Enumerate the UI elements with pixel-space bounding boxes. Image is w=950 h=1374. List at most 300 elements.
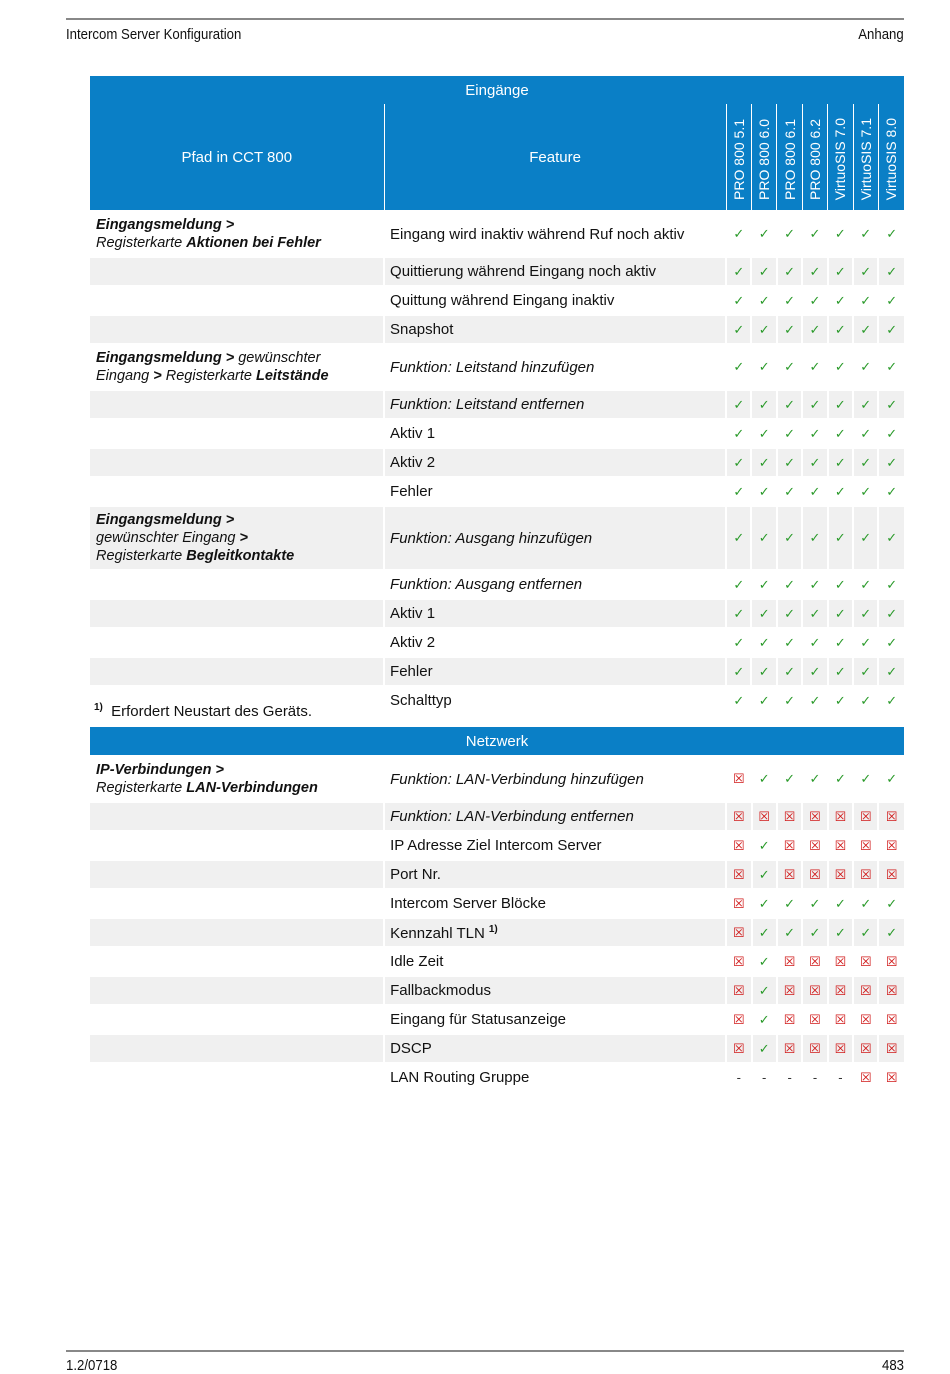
check-icon: ✓ <box>726 477 751 506</box>
path-segment: Eingangsmeldung > <box>96 512 235 528</box>
path-cell <box>90 860 384 889</box>
cross-box-icon: ☒ <box>777 860 802 889</box>
table-row <box>90 211 904 257</box>
check-icon: ✓ <box>726 686 751 714</box>
check-icon: ✓ <box>777 686 802 714</box>
feature-cell <box>384 448 726 477</box>
cross-box-icon: ☒ <box>878 1034 904 1063</box>
table-row <box>90 506 904 570</box>
check-icon: ✓ <box>752 976 777 1005</box>
check-icon: ✓ <box>828 448 853 477</box>
table-row <box>90 802 904 831</box>
path-cell <box>90 657 384 686</box>
footnote-mark: 1) <box>94 702 103 713</box>
feature-cell <box>384 211 726 257</box>
check-icon: ✓ <box>777 628 802 657</box>
path-segment: IP-Verbindungen > <box>96 762 224 778</box>
table-row <box>90 976 904 1005</box>
cross-box-icon: ☒ <box>726 918 751 947</box>
feature-label: Funktion: Ausgang entfernen <box>390 576 583 593</box>
feature-label: Aktiv 2 <box>390 634 436 651</box>
check-icon: ✓ <box>752 1034 777 1063</box>
cross-box-icon: ☒ <box>726 947 751 976</box>
not-applicable-mark: - <box>726 1063 751 1091</box>
cross-box-icon: ☒ <box>802 802 827 831</box>
cross-box-icon: ☒ <box>878 947 904 976</box>
feature-label: Snapshot <box>390 321 454 338</box>
check-icon: ✓ <box>853 390 878 419</box>
cross-box-icon: ☒ <box>802 976 827 1005</box>
cross-box-icon: ☒ <box>726 860 751 889</box>
check-icon: ✓ <box>878 286 904 315</box>
check-icon: ✓ <box>878 889 904 918</box>
path-cell <box>90 344 384 390</box>
feature-cell <box>384 257 726 286</box>
cross-box-icon: ☒ <box>828 802 853 831</box>
not-applicable-mark: - <box>828 1063 853 1091</box>
cross-box-icon: ☒ <box>802 860 827 889</box>
check-icon: ✓ <box>726 344 751 390</box>
check-icon: ✓ <box>828 211 853 257</box>
table-row <box>90 315 904 344</box>
check-icon: ✓ <box>777 756 802 802</box>
cross-box-icon: ☒ <box>726 756 751 802</box>
check-icon: ✓ <box>752 831 777 860</box>
cross-box-icon: ☒ <box>828 1005 853 1034</box>
feature-cell <box>384 1034 726 1063</box>
check-icon: ✓ <box>777 315 802 344</box>
feature-label: Funktion: LAN-Verbindung hinzufügen <box>390 770 644 788</box>
path-cell <box>90 390 384 419</box>
path-cell <box>90 211 384 257</box>
check-icon: ✓ <box>726 570 751 599</box>
page-footer <box>66 1350 904 1374</box>
check-icon: ✓ <box>777 257 802 286</box>
feature-cell <box>384 1063 726 1091</box>
check-icon: ✓ <box>751 628 776 657</box>
feature-label: Funktion: Leitstand hinzufügen <box>390 358 595 376</box>
feature-label: Intercom Server Blöcke <box>390 895 546 912</box>
cross-box-icon: ☒ <box>802 831 827 860</box>
check-icon: ✓ <box>751 419 776 448</box>
table-row <box>90 257 904 286</box>
check-icon: ✓ <box>878 686 904 714</box>
check-icon: ✓ <box>802 315 827 344</box>
feature-cell <box>384 628 726 657</box>
footnote-ref: 1) <box>488 923 498 935</box>
feature-cell <box>384 976 726 1005</box>
feature-label: Aktiv 1 <box>390 605 436 622</box>
check-icon: ✓ <box>726 506 751 570</box>
version-header: VirtuoSIS 7.0 <box>828 104 853 211</box>
check-icon: ✓ <box>777 344 802 390</box>
feature-cell <box>384 918 726 947</box>
table-row <box>90 918 904 947</box>
check-icon: ✓ <box>853 570 878 599</box>
check-icon: ✓ <box>752 756 777 802</box>
check-icon: ✓ <box>802 918 827 947</box>
check-icon: ✓ <box>777 570 802 599</box>
path-cell <box>90 802 384 831</box>
not-applicable-mark: - <box>802 1063 827 1091</box>
table-row <box>90 1063 904 1091</box>
feature-cell <box>384 802 726 831</box>
cross-box-icon: ☒ <box>802 1034 827 1063</box>
header-section: Anhang <box>858 26 904 43</box>
feature-cell <box>384 390 726 419</box>
check-icon: ✓ <box>802 257 827 286</box>
cross-box-icon: ☒ <box>828 947 853 976</box>
check-icon: ✓ <box>853 918 878 947</box>
cross-box-icon: ☒ <box>726 802 751 831</box>
version-header: PRO 800 6.2 <box>802 104 827 211</box>
not-applicable-mark: - <box>777 1063 802 1091</box>
cross-box-icon: ☒ <box>752 802 777 831</box>
path-segment: Begleitkontakte <box>186 548 295 564</box>
table-row <box>90 286 904 315</box>
path-cell <box>90 628 384 657</box>
footnote <box>94 702 312 720</box>
check-icon: ✓ <box>802 506 827 570</box>
check-icon: ✓ <box>878 477 904 506</box>
check-icon: ✓ <box>853 257 878 286</box>
check-icon: ✓ <box>828 419 853 448</box>
netzwerk-title: Netzwerk <box>90 727 904 756</box>
check-icon: ✓ <box>853 889 878 918</box>
footnote-text: Erfordert Neustart des Geräts. <box>111 703 312 720</box>
check-icon: ✓ <box>878 344 904 390</box>
path-cell <box>90 257 384 286</box>
check-icon: ✓ <box>777 211 802 257</box>
table-row <box>90 477 904 506</box>
check-icon: ✓ <box>777 390 802 419</box>
feature-label: Idle Zeit <box>390 953 444 970</box>
check-icon: ✓ <box>802 419 827 448</box>
check-icon: ✓ <box>878 506 904 570</box>
version-header: PRO 800 6.0 <box>751 104 776 211</box>
check-icon: ✓ <box>752 918 777 947</box>
path-column-header: Pfad in CCT 800 <box>90 104 384 211</box>
version-header: VirtuoSIS 8.0 <box>878 104 904 211</box>
check-icon: ✓ <box>802 756 827 802</box>
path-segment: Registerkarte <box>161 368 257 384</box>
check-icon: ✓ <box>853 477 878 506</box>
version-header: VirtuoSIS 7.1 <box>853 104 878 211</box>
cross-box-icon: ☒ <box>853 1005 878 1034</box>
feature-label: Eingang für Statusanzeige <box>390 1011 567 1028</box>
feature-label: Funktion: LAN-Verbindung entfernen <box>390 808 634 825</box>
path-segment: Eingang <box>96 368 154 384</box>
table-row <box>90 889 904 918</box>
cross-box-icon: ☒ <box>726 1005 751 1034</box>
feature-label: Kennzahl TLN <box>390 924 485 942</box>
check-icon: ✓ <box>853 599 878 628</box>
path-segment: gewünschter <box>234 350 321 366</box>
cross-box-icon: ☒ <box>777 831 802 860</box>
path-cell <box>90 477 384 506</box>
header-title: Intercom Server Konfiguration <box>66 26 242 43</box>
feature-label: Eingang wird inaktiv während Ruf noch aktiv <box>390 225 685 243</box>
feature-label: Aktiv 1 <box>390 425 436 442</box>
path-segment: LAN-Verbindungen <box>186 780 318 796</box>
check-icon: ✓ <box>853 506 878 570</box>
check-icon: ✓ <box>802 344 827 390</box>
check-icon: ✓ <box>878 657 904 686</box>
netzwerk-body <box>90 756 904 1091</box>
feature-label: Fallbackmodus <box>390 982 491 999</box>
eingaenge-body <box>90 211 904 714</box>
cross-box-icon: ☒ <box>726 976 751 1005</box>
check-icon: ✓ <box>777 506 802 570</box>
cross-box-icon: ☒ <box>726 1034 751 1063</box>
feature-cell <box>384 570 726 599</box>
table-row <box>90 570 904 599</box>
cross-box-icon: ☒ <box>777 802 802 831</box>
table-row <box>90 419 904 448</box>
path-cell <box>90 1063 384 1091</box>
check-icon: ✓ <box>828 506 853 570</box>
check-icon: ✓ <box>853 315 878 344</box>
netzwerk-table <box>90 727 904 1091</box>
check-icon: ✓ <box>828 756 853 802</box>
path-segment: Registerkarte <box>96 235 187 251</box>
feature-label: DSCP <box>390 1040 432 1057</box>
check-icon: ✓ <box>726 257 751 286</box>
check-icon: ✓ <box>802 686 827 714</box>
table-row <box>90 1005 904 1034</box>
check-icon: ✓ <box>751 570 776 599</box>
feature-cell <box>384 315 726 344</box>
check-icon: ✓ <box>777 599 802 628</box>
cross-box-icon: ☒ <box>878 976 904 1005</box>
check-icon: ✓ <box>802 657 827 686</box>
check-icon: ✓ <box>878 315 904 344</box>
check-icon: ✓ <box>777 918 802 947</box>
check-icon: ✓ <box>878 570 904 599</box>
check-icon: ✓ <box>878 448 904 477</box>
path-cell <box>90 756 384 802</box>
check-icon: ✓ <box>751 315 776 344</box>
path-segment: > <box>153 368 162 384</box>
check-icon: ✓ <box>853 448 878 477</box>
page-header <box>66 18 904 43</box>
check-icon: ✓ <box>751 211 776 257</box>
cross-box-icon: ☒ <box>878 860 904 889</box>
feature-label: Schalttyp <box>390 692 452 709</box>
path-segment: Leitstände <box>256 368 329 384</box>
check-icon: ✓ <box>752 860 777 889</box>
cross-box-icon: ☒ <box>878 1005 904 1034</box>
cross-box-icon: ☒ <box>828 831 853 860</box>
cross-box-icon: ☒ <box>853 976 878 1005</box>
feature-cell <box>384 1005 726 1034</box>
cross-box-icon: ☒ <box>802 1005 827 1034</box>
feature-label: IP Adresse Ziel Intercom Server <box>390 837 602 854</box>
cross-box-icon: ☒ <box>828 860 853 889</box>
check-icon: ✓ <box>878 419 904 448</box>
table-row <box>90 756 904 802</box>
cross-box-icon: ☒ <box>878 802 904 831</box>
feature-cell <box>384 344 726 390</box>
feature-cell <box>384 860 726 889</box>
check-icon: ✓ <box>751 506 776 570</box>
check-icon: ✓ <box>802 477 827 506</box>
check-icon: ✓ <box>828 390 853 419</box>
cross-box-icon: ☒ <box>828 1034 853 1063</box>
check-icon: ✓ <box>853 419 878 448</box>
path-segment: Aktionen bei Fehler <box>186 235 321 251</box>
table-row <box>90 831 904 860</box>
check-icon: ✓ <box>853 686 878 714</box>
check-icon: ✓ <box>751 448 776 477</box>
check-icon: ✓ <box>828 686 853 714</box>
check-icon: ✓ <box>878 599 904 628</box>
table-row <box>90 448 904 477</box>
path-cell <box>90 315 384 344</box>
path-cell <box>90 506 384 570</box>
not-applicable-mark: - <box>752 1063 777 1091</box>
feature-label: Fehler <box>390 483 433 500</box>
check-icon: ✓ <box>828 628 853 657</box>
check-icon: ✓ <box>828 599 853 628</box>
cross-box-icon: ☒ <box>828 976 853 1005</box>
eingaenge-table <box>90 76 904 714</box>
feature-label: Quittierung während Eingang noch aktiv <box>390 263 657 280</box>
table-row <box>90 599 904 628</box>
path-cell <box>90 947 384 976</box>
path-cell <box>90 1034 384 1063</box>
check-icon: ✓ <box>777 286 802 315</box>
cross-box-icon: ☒ <box>777 1034 802 1063</box>
path-cell <box>90 976 384 1005</box>
table-row <box>90 344 904 390</box>
feature-cell <box>384 477 726 506</box>
check-icon: ✓ <box>828 344 853 390</box>
check-icon: ✓ <box>726 286 751 315</box>
feature-cell <box>384 889 726 918</box>
feature-label: Quittung während Eingang inaktiv <box>390 292 615 309</box>
check-icon: ✓ <box>751 686 776 714</box>
feature-cell <box>384 419 726 448</box>
path-cell <box>90 286 384 315</box>
check-icon: ✓ <box>751 390 776 419</box>
table-row <box>90 860 904 889</box>
path-cell <box>90 599 384 628</box>
feature-cell <box>384 657 726 686</box>
table-row <box>90 1034 904 1063</box>
check-icon: ✓ <box>802 211 827 257</box>
path-segment: Eingangsmeldung > <box>96 350 235 366</box>
feature-cell <box>384 286 726 315</box>
check-icon: ✓ <box>853 628 878 657</box>
cross-box-icon: ☒ <box>878 1063 904 1091</box>
feature-cell <box>384 599 726 628</box>
path-cell <box>90 570 384 599</box>
check-icon: ✓ <box>878 628 904 657</box>
check-icon: ✓ <box>828 657 853 686</box>
cross-box-icon: ☒ <box>726 831 751 860</box>
check-icon: ✓ <box>726 628 751 657</box>
check-icon: ✓ <box>878 390 904 419</box>
path-cell <box>90 1005 384 1034</box>
feature-label: Port Nr. <box>390 866 441 883</box>
table-row <box>90 657 904 686</box>
cross-box-icon: ☒ <box>853 802 878 831</box>
check-icon: ✓ <box>777 657 802 686</box>
cross-box-icon: ☒ <box>853 947 878 976</box>
path-cell <box>90 831 384 860</box>
check-icon: ✓ <box>751 286 776 315</box>
path-cell <box>90 918 384 947</box>
check-icon: ✓ <box>828 889 853 918</box>
check-icon: ✓ <box>802 628 827 657</box>
path-cell <box>90 419 384 448</box>
check-icon: ✓ <box>726 211 751 257</box>
path-segment: gewünschter Eingang <box>96 530 240 546</box>
check-icon: ✓ <box>751 657 776 686</box>
table-row <box>90 390 904 419</box>
feature-label: Funktion: Ausgang hinzufügen <box>390 529 593 547</box>
cross-box-icon: ☒ <box>853 831 878 860</box>
feature-label: LAN Routing Gruppe <box>390 1069 530 1086</box>
cross-box-icon: ☒ <box>878 831 904 860</box>
check-icon: ✓ <box>853 756 878 802</box>
path-segment: Eingangsmeldung > <box>96 217 235 233</box>
check-icon: ✓ <box>878 756 904 802</box>
version-header: PRO 800 5.1 <box>726 104 751 211</box>
check-icon: ✓ <box>853 657 878 686</box>
feature-label: Fehler <box>390 663 433 680</box>
check-icon: ✓ <box>777 448 802 477</box>
check-icon: ✓ <box>726 315 751 344</box>
table-row <box>90 628 904 657</box>
feature-cell <box>384 686 726 714</box>
check-icon: ✓ <box>828 477 853 506</box>
cross-box-icon: ☒ <box>853 1034 878 1063</box>
cross-box-icon: ☒ <box>777 976 802 1005</box>
feature-label: Aktiv 2 <box>390 454 436 471</box>
check-icon: ✓ <box>751 344 776 390</box>
check-icon: ✓ <box>751 477 776 506</box>
check-icon: ✓ <box>853 286 878 315</box>
check-icon: ✓ <box>777 889 802 918</box>
check-icon: ✓ <box>828 570 853 599</box>
path-segment: Registerkarte <box>96 548 187 564</box>
check-icon: ✓ <box>878 211 904 257</box>
check-icon: ✓ <box>752 947 777 976</box>
check-icon: ✓ <box>726 599 751 628</box>
cross-box-icon: ☒ <box>853 1063 878 1091</box>
check-icon: ✓ <box>828 286 853 315</box>
table-row <box>90 947 904 976</box>
check-icon: ✓ <box>802 448 827 477</box>
cross-box-icon: ☒ <box>726 889 751 918</box>
path-cell <box>90 448 384 477</box>
path-cell <box>90 889 384 918</box>
check-icon: ✓ <box>752 889 777 918</box>
check-icon: ✓ <box>777 419 802 448</box>
check-icon: ✓ <box>802 286 827 315</box>
cross-box-icon: ☒ <box>853 860 878 889</box>
check-icon: ✓ <box>802 570 827 599</box>
page-number: 483 <box>881 1357 904 1374</box>
feature-cell <box>384 831 726 860</box>
doc-version: 1.2/0718 <box>66 1357 118 1374</box>
check-icon: ✓ <box>726 419 751 448</box>
check-icon: ✓ <box>726 390 751 419</box>
check-icon: ✓ <box>828 315 853 344</box>
check-icon: ✓ <box>853 344 878 390</box>
